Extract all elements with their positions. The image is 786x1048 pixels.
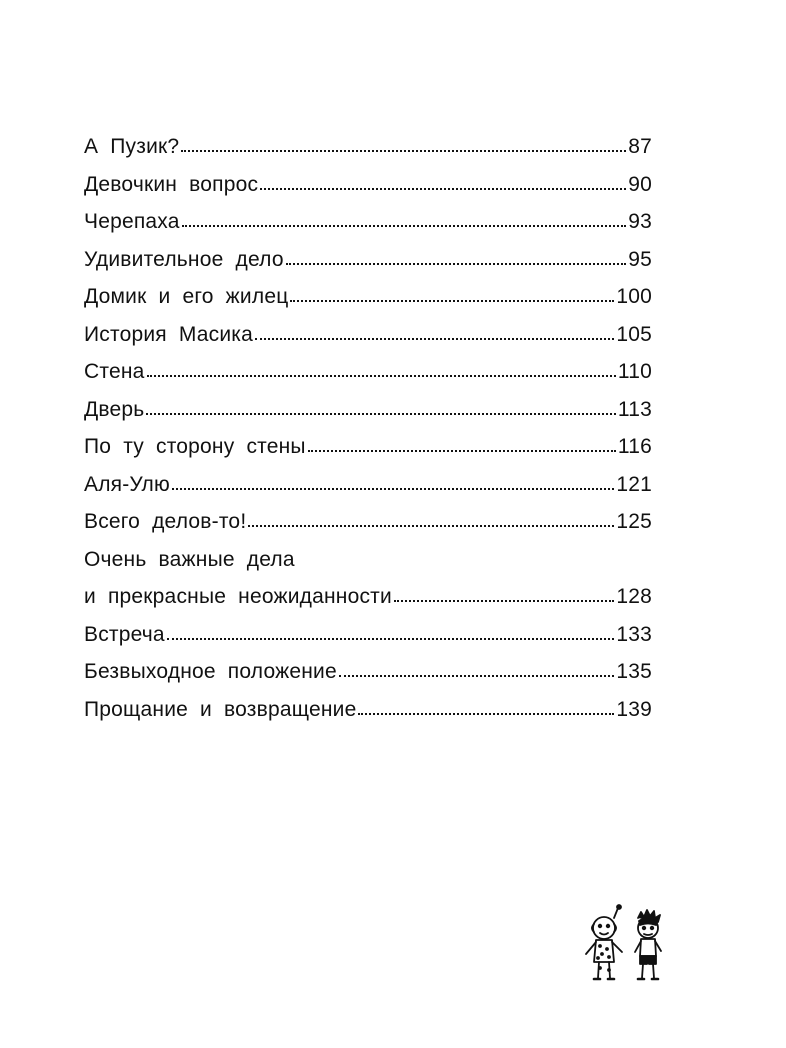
toc-entry-title: Всего делов-то! xyxy=(84,510,247,533)
toc-entry-page: 133 xyxy=(616,622,652,646)
toc-entry-title: А Пузик? xyxy=(84,135,180,158)
left-child-head-icon xyxy=(593,917,615,939)
toc-entry-title: Аля-Улю xyxy=(84,472,170,496)
toc-entry-title: История Масика xyxy=(84,322,254,346)
toc-entry[interactable] xyxy=(84,428,652,466)
table-of-contents xyxy=(84,128,652,728)
toc-entry[interactable] xyxy=(84,391,652,429)
dot-leader xyxy=(147,357,616,378)
toc-entry-title: Стена xyxy=(84,360,145,383)
toc-entry-title: Удивительное дело xyxy=(84,247,284,271)
toc-entry-page: 110 xyxy=(617,360,652,383)
toc-entry-title: Дверь xyxy=(84,397,145,421)
toc-entry-title: Девочкин вопрос xyxy=(84,172,259,196)
toc-entry-page: 116 xyxy=(617,435,652,458)
toc-entry-title: Безвыходное положение xyxy=(84,660,337,683)
toc-entry-page: 93 xyxy=(628,210,652,233)
toc-entry[interactable] xyxy=(84,541,652,616)
toc-entry-title: Встреча xyxy=(84,622,165,646)
illustration-drawing xyxy=(580,904,672,984)
toc-entry-title: Домик и его жилец xyxy=(84,285,289,308)
toc-entry-page: 100 xyxy=(616,285,652,308)
toc-entry-title: Черепаха xyxy=(84,210,180,233)
toc-entry-page: 125 xyxy=(616,510,652,533)
dot-leader xyxy=(181,132,626,153)
toc-entry-title: По ту сторону стены xyxy=(84,435,306,458)
toc-entry[interactable] xyxy=(84,278,652,316)
dot-leader xyxy=(255,320,614,341)
toc-entry-page: 113 xyxy=(617,397,652,421)
toc-entry[interactable] xyxy=(84,691,652,729)
dot-leader xyxy=(286,245,627,266)
toc-entry[interactable] xyxy=(84,616,652,654)
toc-entry[interactable] xyxy=(84,316,652,354)
toc-entry[interactable] xyxy=(84,353,652,391)
toc-entry[interactable] xyxy=(84,241,652,279)
dot-leader xyxy=(308,432,616,453)
toc-entry[interactable] xyxy=(84,466,652,504)
toc-entry-page: 95 xyxy=(628,247,652,271)
toc-entry[interactable] xyxy=(84,203,652,241)
dot-leader xyxy=(146,395,615,416)
right-child-shorts-icon xyxy=(640,956,656,964)
two-children-illustration-icon xyxy=(580,904,672,984)
toc-entry-page: 128 xyxy=(616,585,652,608)
toc-entry-title: и прекрасные неожиданности xyxy=(84,585,392,608)
dot-leader xyxy=(182,207,627,228)
toc-entry[interactable] xyxy=(84,128,652,166)
right-child-legs-icon xyxy=(642,964,654,978)
dot-leader xyxy=(394,582,614,603)
antenna-tip-icon xyxy=(617,905,621,909)
toc-entry-title: Прощание и возвращение xyxy=(84,697,357,721)
toc-entry-page: 105 xyxy=(616,322,652,346)
dot-leader xyxy=(172,470,614,491)
dot-leader xyxy=(248,507,614,528)
toc-entry[interactable] xyxy=(84,166,652,204)
dot-leader xyxy=(358,695,614,716)
toc-entry-page: 87 xyxy=(628,135,652,158)
toc-entry[interactable] xyxy=(84,503,652,541)
toc-entry-page: 135 xyxy=(616,660,652,683)
antenna-icon xyxy=(614,908,618,918)
dot-leader xyxy=(290,282,614,303)
toc-entry-page: 121 xyxy=(616,472,652,496)
dot-leader xyxy=(339,657,615,678)
toc-entry-page: 90 xyxy=(628,172,652,196)
toc-entry-page: 139 xyxy=(616,697,652,721)
dot-leader xyxy=(260,170,626,191)
toc-entry-title-line1: Очень важные дела xyxy=(84,547,295,571)
dot-leader xyxy=(167,620,615,641)
toc-entry[interactable] xyxy=(84,653,652,691)
right-child-body-icon xyxy=(640,939,656,956)
